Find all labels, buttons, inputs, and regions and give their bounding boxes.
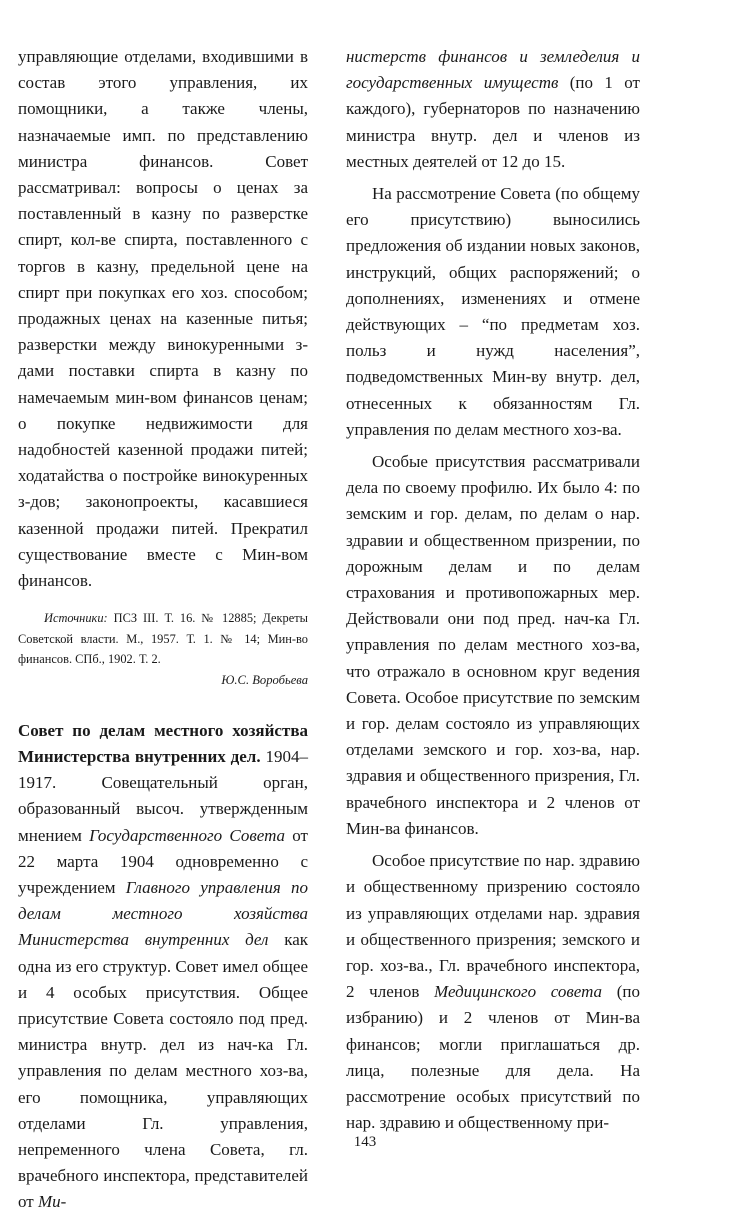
paragraph-text: (по избранию) и 2 членов от Мин-ва финансов; могли приглашаться др. лица, полезные для дела. На рассмотрение особых присутствий по нар. здравию и общественному при- (346, 982, 640, 1133)
left-column (18, 44, 308, 1216)
paragraph (346, 44, 640, 175)
right-column (346, 44, 640, 1136)
article-dates: 1904–1917. (18, 746, 308, 793)
article-title: Совет по делам местного хозяйства Министерства внутренних дел. (18, 720, 308, 766)
article-reference: Медицинского совета (434, 982, 603, 1002)
article-reference: Ми- (37, 1192, 67, 1212)
previous-article-ending: управляющие отделами, входившими в состав этого управления, их помощники, а также члены, назначаемые имп. по представлению министра финансов. Совет рассматривал: вопросы о ценах за поставленный в казну по разверстке спирт, кол-ве спирта, поставленного с торгов в казну, предельной цене на спирт при покупках его хоз. способом; продажных ценах на казенные питья; разверстки между винокуренными з-дами поставки спирта в казну по намечаемым мин-вом финансов ценам; о покупке недвижимости для надобностей казенной продажи питей; ходатайства о постройке винокуренных з-дов; законопроекты, касавшиеся казенной продажи питей. Прекратил существование вместе с Мин-вом финансов. (18, 47, 308, 591)
article-text: как одна из его структур. Совет имел общее и 4 особых присутствия. Общее присутствие Совета состояло под пред. министра внутр. дел из нач-ка Гл. управления по делам местного хоз-ва, его помощника, управляющих отделами Гл. управления, непременного члена Совета, гл. врачебного инспектора, представителей от (18, 930, 308, 1212)
article-reference: нистерств финансов и земледелия и государственных имуществ (346, 47, 640, 93)
paragraph (346, 848, 640, 1136)
article-author: Ю.С. Воробьева (221, 672, 308, 687)
paragraph: Особые присутствия рассматривали дела по своему профилю. Их было 4: по земским и гор. делам, по делам о нар. здравии и общественном призрении, по дорожным делам и по делам страхования и противопожарных мер. Действовали они под пред. нач-ка Гл. управления по делам местного хоз-ва, что отражало в основном круг ведения Совета. Особое присутствие по земским и гор. делам состояло из управляющих отделами земского и гор. хоз-ва, нар. здравия и общественного призрения, Гл. врачебного инспектора и 2 членов от Мин-ва финансов. (346, 452, 640, 838)
sources-text: ПСЗ III. Т. 16. № 12885; Декреты Советской власти. М., 1957. Т. 1. № 14; Мин-во финансов. СПб., 1902. Т. 2. (18, 611, 308, 667)
paragraph-text: (по 1 от каждого), губернаторов по назначению министра внутр. дел и членов из местных деятелей от 12 до 15. (346, 73, 640, 171)
paragraph: На рассмотрение Совета (по общему его присутствию) выносились предложения об издании новых законов, инструкций, общих распоряжений; о дополнениях, изменениях и отмене действующих – “по предметам хоз. польз и нужд населения”, подведомственных Мин-ву внутр. дел, отнесенных к обязанностям Гл. управления по делам местного хоз-ва. (346, 184, 640, 439)
sources-label: Источники: (44, 611, 108, 626)
article-text: Совещательный орган, образованный высоч. утвержденным мнением (18, 773, 308, 845)
sources-note (18, 608, 308, 670)
article-reference: Главного управления по делам местного хозяйства Министерства внутренних дел (18, 877, 308, 950)
page-number: 143 (353, 1134, 377, 1150)
article-reference: Государственного Совета (89, 825, 286, 845)
article-text: от 22 марта 1904 одновременно с учреждением (18, 825, 308, 897)
paragraph-text: Особое присутствие по нар. здравию и общественному призрению состояло из управляющих отделами нар. здравия и общественного призрения; земского и гор. хоз-ва., Гл. врачебного инспектора, 2 членов (346, 851, 640, 1002)
